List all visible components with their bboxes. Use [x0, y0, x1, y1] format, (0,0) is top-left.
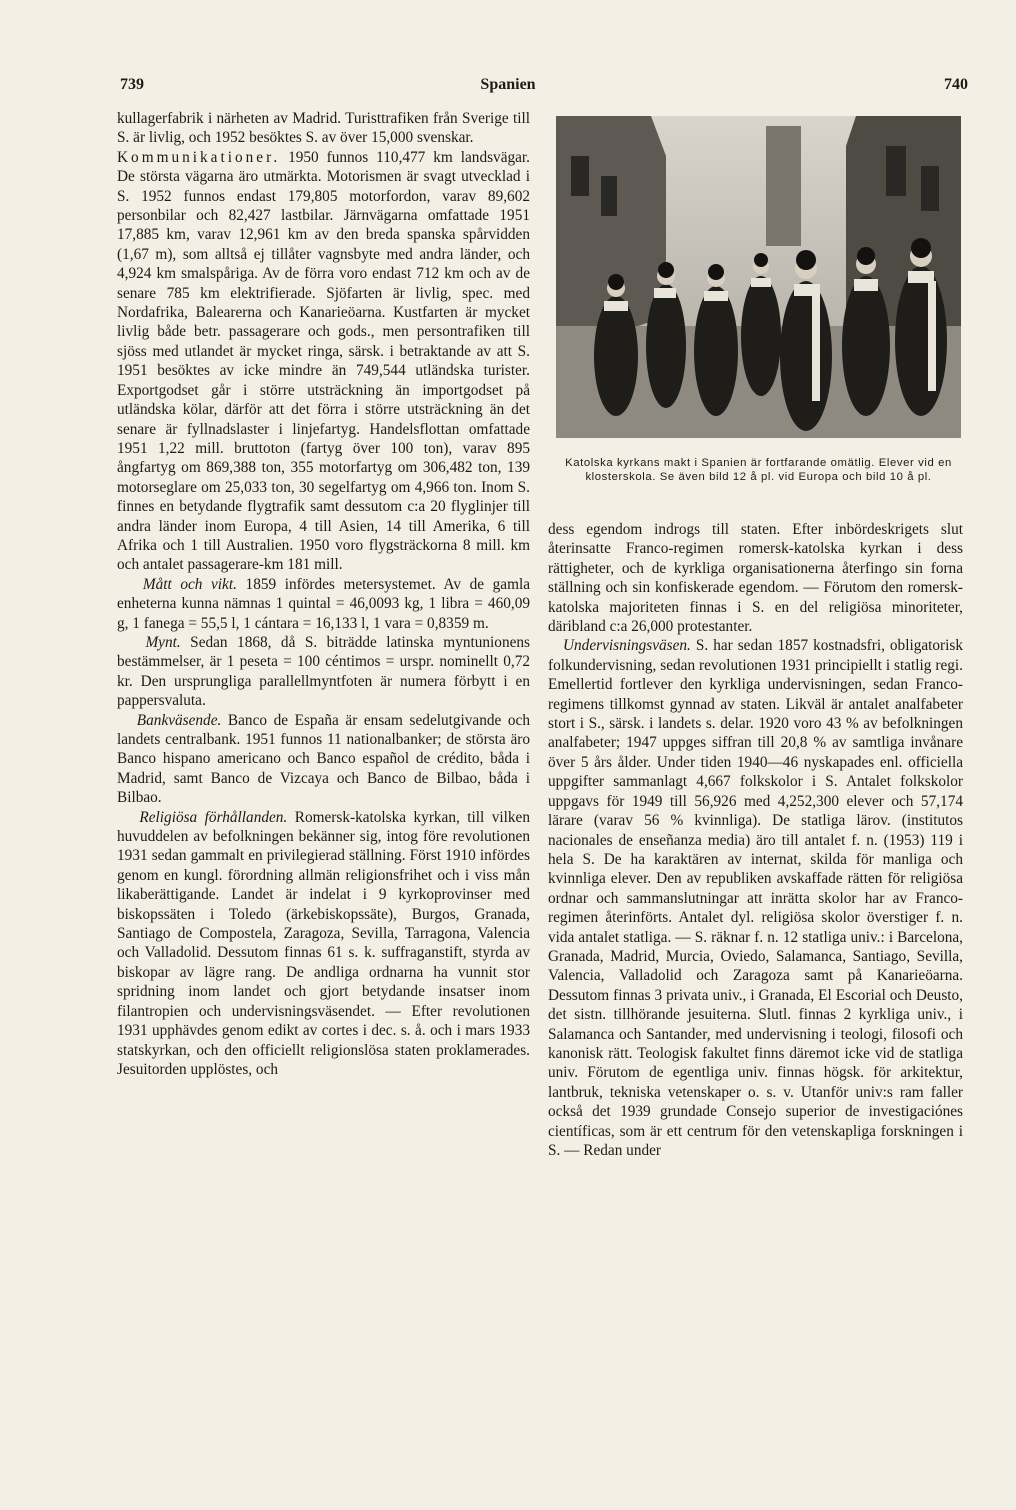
paragraph: Bankväsende. Banco de España är ensam sedelutgivande och landets centralbank. 1951 funnos 11 nationalbanker; de största äro Banco hispano americano och Banco español de crédito, båda i Madrid, samt Banco de Vizcaya och Banco de Bilbao, båda i Bilbao.: [117, 711, 530, 807]
photo-caption: Katolska kyrkans makt i Spanien är fortfarande omätlig. Elever vid en klosterskola. Se även bild 12 å pl. vid Europa och bild 10 å pl.: [565, 457, 952, 483]
paragraph: Undervisningsväsen. S. har sedan 1857 kostnadsfri, obligatorisk folkundervisning, sedan revolutionen 1931 principiellt i statlig regi. Emellertid fortlever den kyrkliga undervisningen, sedan Franco-regimens tillkomst gynnad av staten. Likväl är antalet analfabeter stort i S., särsk. i landets s. delar. 1920 voro 43 % av befolkningen analfabeter; 1947 uppges siffran till 20,8 % av samtliga invånare över 5 års ålder. Under tiden 1940—46 nyskapades enl. officiella uppgifter sammanlagt 4,667 folkskolor i S. Antalet folkskolor uppgavs för 1949 till 56,926 med 4,252,300 elever och 57,174 lärare (varav 56 % kvinnliga). De statliga lärov. (institutos nacionales de enseñanza media) äro till antalet f. n. (1953) 119 i hela S. De ha karaktären av internat, skilda för manliga och kvinnliga elever. Den av republiken avskaffade rätten för religiösa ordnar och sammanslutningar att inrätta skolor har av Franco-regimen återinförts. Antalet dyl. religiösa skolor överstiger f. n. vida antalet statliga. — S. räknar f. n. 12 statliga univ.: i Barcelona, Granada, Madrid, Murcia, Oviedo, Salamanca, Santiago, Sevilla, Valencia, Valladolid och Zaragoza samt på Kanarieöarna. Dessutom finnas 3 privata univ., i Granada, El Escorial och Deusto, det sistn. tillhörande jesuiterna. Slutl. finnas 2 kyrkliga univ., i Salamanca och Santander, med undervisning i teologi, filosofi och kanonisk rätt. Teologisk fakultet finns däremot icke vid de statliga univ. Förutom de egentliga univ. finnas högsk. för arkitektur, lantbruk, tekniska vetenskaper o. s. v. Utanför univ:s ram faller också det 1939 grundade Consejo superior de investigaciónes científicas, som är ett centrum för den vetenskapliga forskningen i S. — Redan under: [548, 637, 963, 1159]
photograph-procession: [556, 116, 961, 438]
right-text-column: [548, 520, 963, 1480]
section-lead: Kommunikationer.: [117, 148, 281, 166]
paragraph: Mynt. Sedan 1868, då S. biträdde latinska myntunionens bestämmelser, är 1 peseta = 100 céntimos = urspr. nominellt 0,72 kr. Den ursprungliga parallellmyntfoten är numera förbytt i en pappersvaluta.: [117, 633, 530, 710]
section-heading: Bankväsende.: [136, 711, 222, 729]
paragraph: kullagerfabrik i närheten av Madrid. Turisttrafiken från Sverige till S. är livlig, och 1952 besöktes S. av över 15,000 svenskar.: [117, 110, 530, 147]
paragraph: Kommunikationer. 1950 funnos 110,477 km landsvägar. De största vägarna äro utmärkta. Motorismen är svagt utvecklad i S. 1952 funnos endast 179,805 motorfordon, varav 89,602 personbilar och 82,427 lastbilar. Järnvägarna omfattade 1951 17,885 km, varav 12,961 km av den breda spanska spårvidden (1,67 m), som alltså ej tillåter vagnsbyte med andra länder, och 4,924 km smalspåriga. Av de förra voro endast 712 km och av de senare 785 km elektrifierade. Sjöfarten är livlig, spec. med Nordafrika, Balearerna och Kanarieöarna. Kustfarten är mycket livlig både betr. passagerare och gods., men persontrafiken till sjöss med utlandet är mycket ringa, särsk. i betraktande av att S. 1951 besöktes av icke mindre än 749,544 utländska turister. Exportgodset går i större utsträckning än importgodset på utländska kölar, därför att det förra i större utsträckning än det senare är fyllnadslaster i linjefartyg. Handelsflottan omfattade 1951 1,22 mill. bruttoton (fartyg över 100 ton), varav 895 ångfartyg om 869,388 ton, 355 motorfartyg om 306,482 ton, 139 motorseglare om 25,033 ton, 30 segelfartyg om 4,966 ton. Inom S. finnes en betydande flygtrafik samt dessutom c:a 20 flyglinjer till andra länder inom Europa, 4 till Asien, 14 till Amerika, 6 till Afrika och 1 till Australien. 1950 voro flygsträckorna 8 mill. km och antalet passagerare-km 181 mill.: [117, 148, 530, 574]
page-number-left: 739: [120, 76, 144, 93]
section-heading: Mynt.: [145, 633, 181, 651]
photo-illustration: [556, 116, 961, 438]
paragraph: Religiösa förhållanden. Romersk-katolska kyrkan, till vilken huvuddelen av befolkningen bekänner sig, intog före revolutionen 1931 sedan gammalt en privilegierad ställning. Först 1910 infördes genom en kungl. förordning allmän religionsfrihet och i viss mån likaberättigande. Landet är indelat i 9 kyrkoprovinser med biskopssäten i Toledo (ärkebiskopssäte), Burgos, Granada, Santiago de Compostela, Zaragoza, Sevilla, Tarragona, Valencia och Valladolid. Dessutom finnas 61 s. k. suffraganstift, styrda av biskopar av lägre rang. De andliga ordnarna ha vunnit stor spridning inom landet och gjort betydande insatser inom filantropien och undervisningsväsendet. — Efter revolutionen 1931 upphävdes genom edikt av cortes i dec. s. å. och i mars 1933 statskyrkan, och den officiellt religionslösa staten proklamerades. Jesuitorden upplöstes, och: [117, 808, 530, 1078]
paragraph: dess egendom indrogs till staten. Efter inbördeskrigets slut återinsatte Franco-regimen romersk-katolska kyrkan i dess rättigheter, och de kyrkliga organisationerna återfingo sin forna ställning och sin konfiskerade egendom. — Förutom den romersk-katolska majoriteten finnas i S. en del religiösa minoriteter, däribland c:a 26,000 protestanter.: [548, 521, 963, 636]
section-heading: Mått och vikt.: [142, 575, 237, 593]
running-title: Spanien: [480, 76, 536, 93]
section-heading: Undervisningsväsen.: [562, 637, 691, 655]
section-heading: Religiösa förhållanden.: [139, 808, 288, 826]
paragraph: Mått och vikt. 1859 infördes metersystemet. Av de gamla enheterna kunna nämnas 1 quintal = 46,0093 kg, 1 libra = 460,09 g, 1 fanega = 55,5 l, 1 cántara = 16,133 l, 1 vara = 0,8359 m.: [117, 575, 530, 632]
page-number-right: 740: [944, 76, 968, 93]
left-text-column: [117, 109, 530, 1479]
